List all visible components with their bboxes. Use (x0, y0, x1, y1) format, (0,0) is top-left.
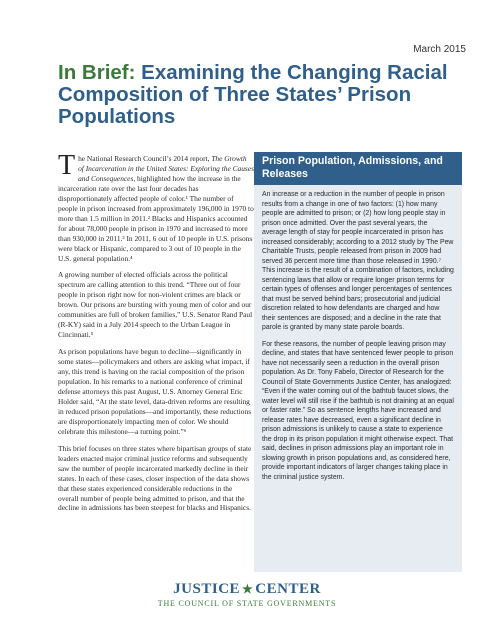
sidebar-heading: Prison Population, Admissions, and Releases (254, 152, 462, 185)
logo-wordmark (0, 581, 494, 598)
sidebar-box (254, 152, 462, 572)
main-text-column (58, 150, 254, 520)
paragraph-focus: This brief focuses on three states where bipartisan groups of state leaders enacted major criminal justice reforms and subsequently saw the number of people incarcerated markedly decline in their states. In each of these cases, closer inspection of the data shows that these states experienced considerable reductions in the overall number of people being admitted to prison, and that the decline in admissions has been steepest for blacks and Hispanics. (58, 443, 252, 513)
paragraph-officials: A growing number of elected officials across the political spectrum are calling attention to this trend. “Three out of four people in prison right now for non-violent crimes are black or brown. Our prisons are bursting with young men of color and our communities are full of broken families,” U.S. Senator Rand Paul (R-KY) said in a July 2014 speech to the Urban League in Cincinnati.⁵ (58, 270, 253, 340)
intro-paragraph (58, 150, 254, 263)
drop-cap: T (58, 150, 76, 181)
report-title: The Growth of Incarceration in the United States: Exploring the Causes and Consequences (78, 154, 254, 183)
star-icon: ★ (242, 582, 254, 596)
paragraph-declines: As prison populations have begun to decline—significantly in some states—policymakers and others are asking what impact, if any, this trend is having on the racial composition of the prison population. In his remarks to a national conference of criminal defense attorneys this past August, U.S. Attorney General Eric Holder said, “At the state level, data-driven reforms are resulting in reduced prison populations—and importantly, these reductions are disproportionately impacting men of color. We should celebrate this milestone—a turning point.”⁶ (58, 347, 252, 436)
justice-center-logo (0, 581, 494, 608)
page-title (58, 62, 458, 128)
logo-word-justice: JUSTICE (173, 581, 241, 597)
intro-text-a: he National Research Council’s 2014 report, (78, 154, 212, 163)
logo-subtitle: THE COUNCIL OF STATE GOVERNMENTS (157, 599, 337, 608)
title-main: Examining the Changing Racial Composition of Three States’ Prison Populations (58, 61, 448, 128)
logo-word-center: CENTER (255, 581, 321, 597)
sidebar-body (254, 185, 462, 482)
sidebar-paragraph-2: For these reasons, the number of people leaving prison may decline, and states that have sentenced fewer people to prison have not necessarily seen a reduction in the overall prison population. As Dr. Tony Fabelo, Director of Research for the Council of State Governments Justice Center, has analogized: “Even if the water coming out of the bathtub faucet slows, the water level will still rise if the bathtub is not draining at an equal or faster rate.” So as sentence lengths have increased and release rates have decreased, even a significant decline in prison admissions is unlikely to cause a state to experience the drop in its prison population it might otherwise expect. That said, declines in prison admissions play an important role in slowing growth in prison populations and, as considered here, provide important indicators of larger changes taking place in the criminal justice system. (262, 340, 454, 481)
sidebar-paragraph-1: An increase or a reduction in the number of people in prison results from a change in one of two factors: (1) how many people are admitted to prison; or (2) how long people stay in prison once admitted. Over the past several years, the average length of stay for people incarcerated in prison has increased considerably; according to a 2012 study by The Pew Charitable Trusts, people released from prison in 2009 had served 36 percent more time than those released in 1990.⁷ This increase is the result of a combination of factors, including sentencing laws that allow or require longer prison terms for certain types of offenses and longer percentages of sentences that must be served behind bars; prosecutorial and judicial discretion related to how defendants are charged and how their sentences are disposed; and a decline in the rate that parole is granted by many state parole boards. (262, 191, 454, 331)
publication-date: March 2015 (413, 44, 466, 55)
title-lead: In Brief: (58, 61, 136, 84)
intro-text-b: , highlighted how the increase in the incarceration rate over the last four decades has disproportionately affected people of color.¹ The number of people in prison increased from approximately 196,000 in 1970 to more than 1.5 million in 2011.² Blacks and Hispanics accounted for about 78,000 people in prison in 1970 and increased to more than 930,000 in 2011.³ In 2011, 6 out of 10 people in U.S. prisons were black or Hispanic, compared to 3 out of 10 people in the U.S. general population.⁴ (58, 173, 254, 263)
